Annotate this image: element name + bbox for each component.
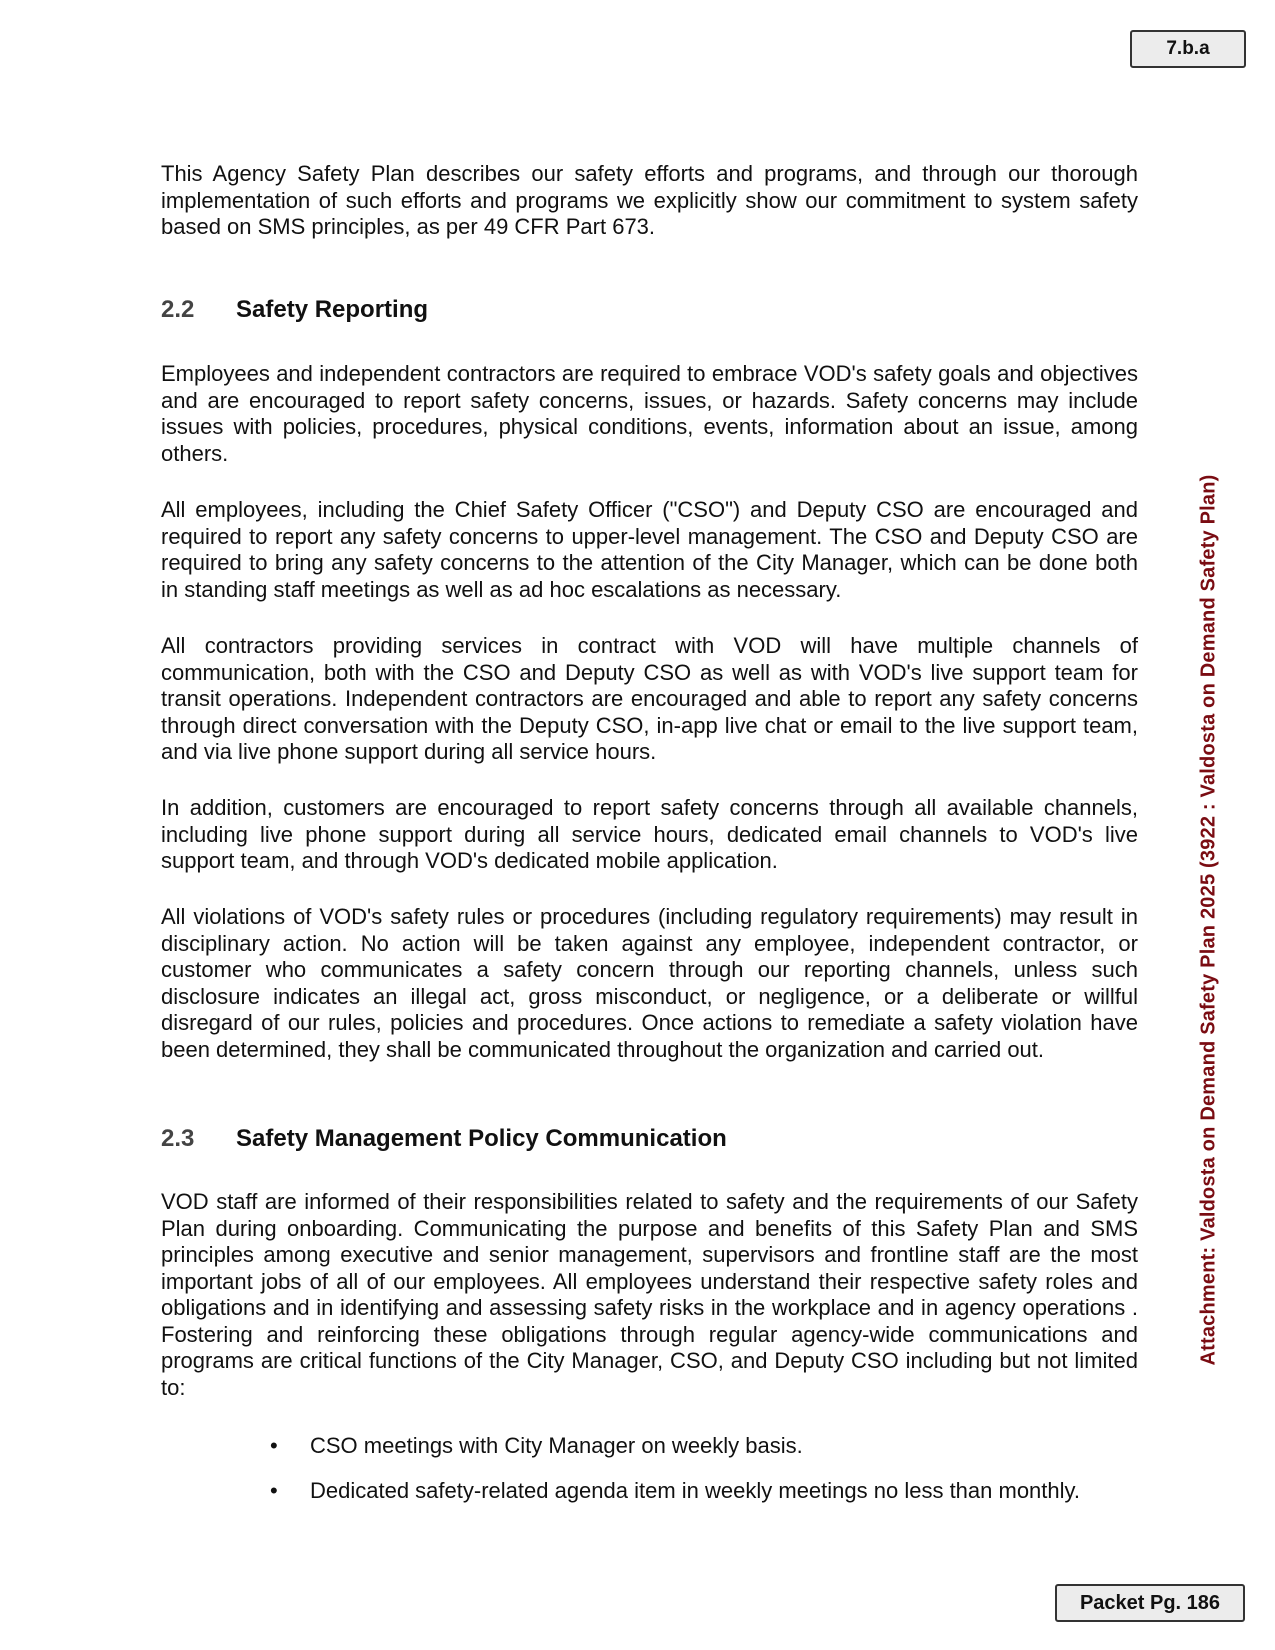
intro-block <box>161 161 1138 241</box>
section-2-2-para-1 <box>161 361 1138 467</box>
section-title: Safety Reporting <box>236 296 429 323</box>
list-item-text: Dedicated safety-related agenda item in weekly meetings no less than monthly. <box>310 1478 1081 1503</box>
intro-paragraph: This Agency Safety Plan describes our safety efforts and programs, and through our thorough implementation of such efforts and programs we explicitly show our commitment to system safety based on SMS principles, as per 49 CFR Part 673. <box>161 161 1138 239</box>
section-heading-2-3 <box>161 1125 727 1153</box>
bullet-icon: • <box>270 1433 278 1458</box>
section-2-2-para-4 <box>161 795 1138 875</box>
bullet-icon: • <box>270 1478 278 1503</box>
list-item <box>270 1433 1080 1459</box>
paragraph: Employees and independent contractors are required to embrace VOD's safety goals and objectives and are encouraged to report safety concerns, issues, or hazards. Safety concerns may include issues with policies, procedures, physical conditions, events, information about an issue, among others. <box>161 361 1138 466</box>
list-item <box>270 1478 1080 1504</box>
section-2-2-para-5 <box>161 904 1138 1063</box>
paragraph: VOD staff are informed of their responsibilities related to safety and the requirements of our Safety Plan during onboarding. Communicating the purpose and benefits of this Safety Plan and SMS principles among executive and senior management, supervisors and frontline staff are the most important jobs of all of our employees. All employees understand their respective safety roles and obligations and in identifying and assessing safety risks in the workplace and in agency operations . Fostering and reinforcing these obligations through regular agency-wide communications and programs are critical functions of the City Manager, CSO, and Deputy CSO including but not limited to: <box>161 1189 1138 1400</box>
paragraph: All violations of VOD's safety rules or procedures (including regulatory requirements) may result in disciplinary action. No action will be taken against any employee, independent contractor, or customer who communicates a safety concern through our reporting channels, unless such disclosure indicates an illegal act, gross misconduct, or negligence, or a deliberate or willful disregard of our rules, policies and procedures. Once actions to remediate a safety violation have been determined, they shall be communicated throughout the organization and carried out. <box>161 904 1138 1062</box>
bullet-list <box>270 1433 1080 1523</box>
section-number: 2.3 <box>161 1125 195 1152</box>
section-number: 2.2 <box>161 296 195 323</box>
list-item-text: CSO meetings with City Manager on weekly basis. <box>310 1433 803 1458</box>
paragraph: All employees, including the Chief Safety Officer ("CSO") and Deputy CSO are encouraged and required to report any safety concerns to upper-level management. The CSO and Deputy CSO are required to bring any safety concerns to the attention of the City Manager, which can be done both in standing staff meetings as well as ad hoc escalations as necessary. <box>161 497 1138 602</box>
section-heading-2-2 <box>161 296 428 324</box>
attachment-sidebar-label: Attachment: Valdosta on Demand Safety Plan 2025 (3922 : Valdosta on Demand Safety Plan) <box>1197 474 1220 1366</box>
section-2-3-para <box>161 1189 1138 1401</box>
section-2-2-para-3 <box>161 633 1138 766</box>
paragraph: All contractors providing services in contract with VOD will have multiple channels of communication, both with the CSO and Deputy CSO as well as with VOD's live support team for transit operations. Independent contractors are encouraged and able to report any safety concerns through direct conversation with the Deputy CSO, in-app live chat or email to the live support team, and via live phone support during all service hours. <box>161 633 1138 764</box>
section-title: Safety Management Policy Communication <box>236 1125 727 1152</box>
packet-page-number: Packet Pg. 186 <box>1055 1584 1245 1622</box>
section-2-2-para-2 <box>161 497 1138 603</box>
paragraph: In addition, customers are encouraged to report safety concerns through all available channels, including live phone support during all service hours, dedicated email channels to VOD's live support team, and through VOD's dedicated mobile application. <box>161 795 1138 873</box>
document-tag: 7.b.a <box>1130 30 1246 68</box>
